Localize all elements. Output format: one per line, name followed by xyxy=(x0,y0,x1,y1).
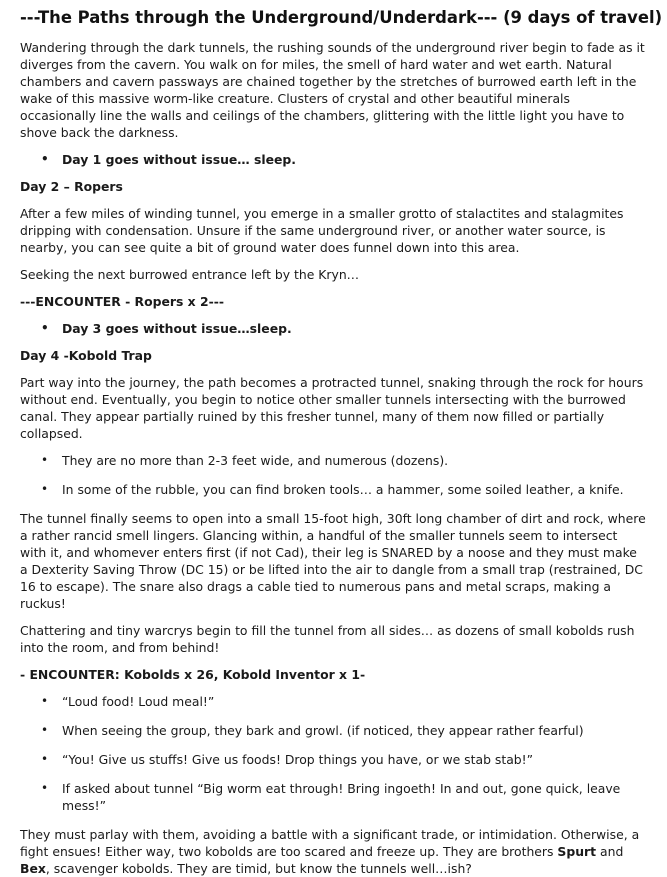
parlay-paragraph xyxy=(20,826,647,877)
list-item-day3: • Day 3 goes without issue…sleep. xyxy=(20,320,647,337)
day4-paragraph: Part way into the journey, the path becomes a protracted tunnel, snaking through the rock for hours without end. Eventually, you begin to notice other smaller tunnels intersecting with the burrowed canal. They appear partially ruined by this fresher tunnel, many of them now filled or partially collapsed. xyxy=(20,375,644,441)
list-item: • In some of the rubble, you can find broken tools… a hammer, some soiled leather, a knife. xyxy=(20,481,647,498)
parlay-text-and: and xyxy=(596,844,624,859)
chamber-paragraph: The tunnel finally seems to open into a small 15-foot high, 30ft long chamber of dirt and rock, where a rather rancid smell lingers. Glancing within, a handful of the smaller tunnels seem to intersect with it, and whomever enters first (if not Cad), their leg is SNARED by a noose and they must make a Dexterity Saving Throw (DC 15) or be lifted into the air to dangle from a small trap (restrained, DC 16 to escape). The snare also drags a cable tied to numerous pans and metal scraps, making a ruckus! xyxy=(20,511,646,611)
day2-seek-paragraph: Seeking the next burrowed entrance left by the Kryn… xyxy=(20,267,360,282)
list-item: • “You! Give us stuffs! Give us foods! Drop things you have, or we stab stab!” xyxy=(20,751,647,768)
kobold-name-spurt: Spurt xyxy=(557,844,597,859)
day2-paragraph: After a few miles of winding tunnel, you emerge in a smaller grotto of stalactites and stalagmites dripping with condensation. Unsure if the same underground river, or another water source, is nearby, you can see quite a bit of ground water does funnel down into this area. xyxy=(20,206,624,255)
day3-list xyxy=(20,320,647,337)
kobold-bullet-list xyxy=(20,693,647,814)
kobold-name-bex: Bex xyxy=(20,861,46,876)
day4-heading: Day 4 -Kobold Trap xyxy=(20,348,152,363)
encounter-kobolds-heading: - ENCOUNTER: Kobolds x 26, Kobold Inventor x 1- xyxy=(20,667,366,682)
day2-heading: Day 2 – Ropers xyxy=(20,179,123,194)
list-item: • If asked about tunnel “Big worm eat through! Bring ingoeth! In and out, gone quick, leave mess!” xyxy=(20,780,647,814)
day1-list xyxy=(20,151,647,168)
list-item: • They are no more than 2-3 feet wide, and numerous (dozens). xyxy=(20,452,647,469)
parlay-text-before: They must parlay with them, avoiding a battle with a significant trade, or intimidation. Otherwise, a fight ensues! Either way, two kobolds are too scared and freeze up. They are brothers xyxy=(20,827,640,859)
list-item-day1: • Day 1 goes without issue… sleep. xyxy=(20,151,647,168)
chatter-paragraph: Chattering and tiny warcrys begin to fill the tunnel from all sides… as dozens of small kobolds rush into the room, and from behind! xyxy=(20,623,635,655)
page-title: ---The Paths through the Underground/Underdark--- (9 days of travel) xyxy=(20,8,663,27)
parlay-text-after: , scavenger kobolds. They are timid, but know the tunnels well…ish? xyxy=(45,861,472,876)
intro-paragraph: Wandering through the dark tunnels, the rushing sounds of the underground river begin to fade as it diverges from the cavern. You walk on for miles, the smell of hard water and wet earth. Natural chambers and cavern passways are chained together by the stretches of burrowed earth left in the wake of this massive worm-like creature. Clusters of crystal and other beautiful minerals occasionally line the walls and ceilings of the chambers, glittering with the little light you have to shove back the darkness. xyxy=(20,40,645,140)
list-item: • When seeing the group, they bark and growl. (if noticed, they appear rather fearful) xyxy=(20,722,647,739)
list-item: • “Loud food! Loud meal!” xyxy=(20,693,647,710)
tunnel-bullet-list xyxy=(20,452,647,498)
encounter-ropers-heading: ---ENCOUNTER - Ropers x 2--- xyxy=(20,294,225,309)
